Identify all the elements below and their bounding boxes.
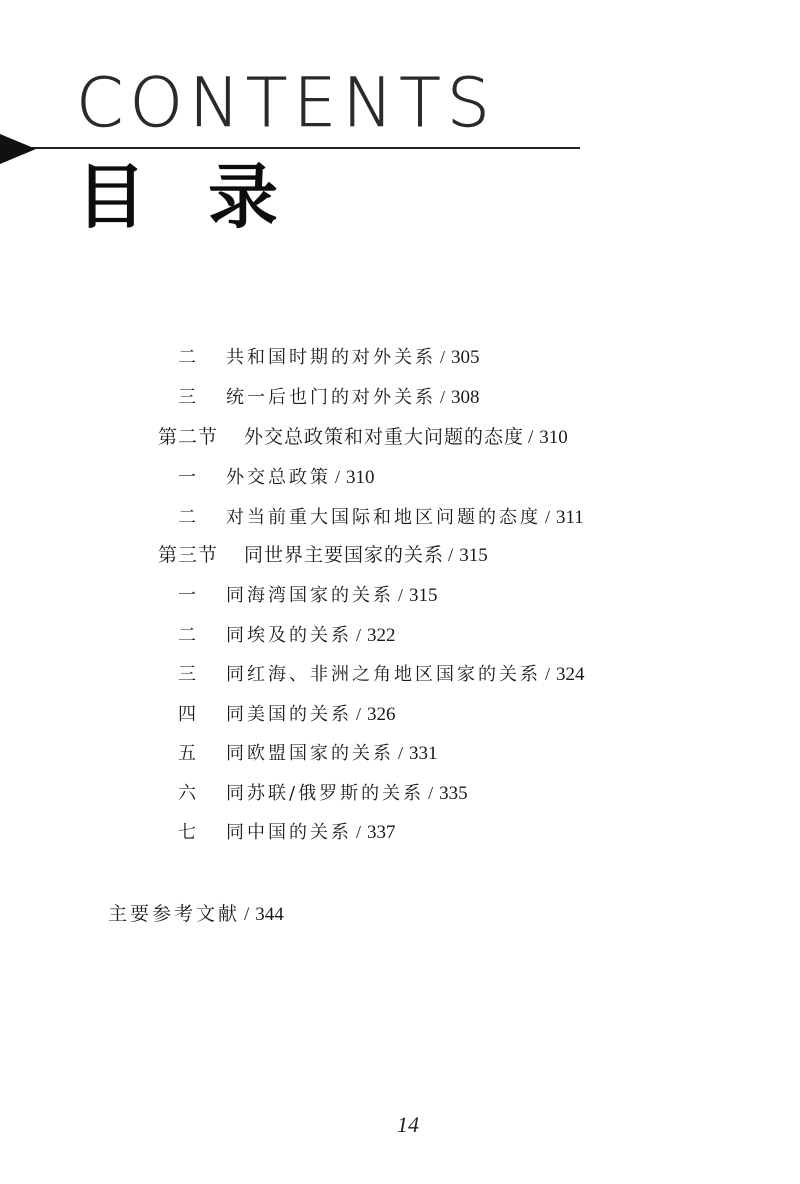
- toc-separator: /: [545, 507, 551, 527]
- toc-entry[interactable]: [178, 741, 438, 766]
- toc-entry-number: 七: [178, 822, 199, 843]
- toc-entry-number: 五: [178, 743, 199, 764]
- toc-entry-page: 311: [556, 507, 584, 528]
- toc-entry[interactable]: [178, 505, 584, 530]
- toc-section-page: 315: [459, 545, 488, 566]
- contents-heading-en: CONTENTS: [76, 64, 496, 143]
- toc-entry[interactable]: [178, 820, 396, 845]
- toc-entry[interactable]: [178, 702, 396, 727]
- toc-entry[interactable]: [178, 623, 396, 648]
- toc-entry-title: 同美国的关系: [226, 704, 352, 725]
- toc-separator: /: [448, 545, 454, 566]
- toc-entry-page: 315: [409, 585, 438, 606]
- contents-heading-zh: 目录: [76, 156, 340, 238]
- toc-separator: /: [335, 467, 341, 487]
- toc-entry-page: 324: [556, 664, 585, 685]
- toc-entry-number: 三: [178, 387, 199, 408]
- toc-entry-title: 同红海、非洲之角地区国家的关系: [226, 664, 541, 685]
- toc-separator: /: [244, 904, 250, 925]
- toc-entry[interactable]: [178, 781, 468, 806]
- toc-entry-number: 六: [178, 783, 199, 804]
- toc-section-label: 第二节: [158, 426, 219, 448]
- toc-entry-page: 322: [367, 625, 396, 646]
- toc-separator: /: [356, 822, 362, 842]
- toc-separator: /: [440, 347, 446, 367]
- toc-references[interactable]: [108, 902, 284, 927]
- toc-section[interactable]: [158, 543, 488, 568]
- toc-entry-page: 308: [451, 387, 480, 408]
- toc-separator: /: [440, 387, 446, 407]
- arrow-marker-icon: [0, 134, 36, 164]
- references-page: 344: [255, 904, 284, 925]
- toc-separator: /: [545, 664, 551, 684]
- toc-entry-title: 同欧盟国家的关系: [226, 743, 394, 764]
- toc-entry-title: 同埃及的关系: [226, 625, 352, 646]
- toc-entry-number: 一: [178, 585, 199, 606]
- toc-entry-page: 326: [367, 704, 396, 725]
- toc-entry[interactable]: [178, 385, 480, 410]
- toc-entry[interactable]: [178, 345, 480, 370]
- toc-entry-page: 335: [439, 783, 468, 804]
- toc-entry-title: 同苏联/俄罗斯的关系: [226, 783, 425, 804]
- toc-entry-number: 二: [178, 347, 199, 368]
- toc-entry-number: 二: [178, 625, 199, 646]
- toc-entry-page: 331: [409, 743, 438, 764]
- toc-entry[interactable]: [178, 465, 375, 490]
- toc-entry-number: 三: [178, 664, 199, 685]
- toc-entry[interactable]: [178, 662, 585, 687]
- toc-entry-page: 305: [451, 347, 480, 368]
- toc-separator: /: [356, 704, 362, 724]
- toc-separator: /: [528, 427, 534, 448]
- toc-separator: /: [428, 783, 434, 803]
- toc-entry[interactable]: [178, 583, 438, 608]
- toc-entry-title: 外交总政策: [226, 467, 331, 488]
- toc-entry-number: 四: [178, 704, 199, 725]
- toc-entry-title: 同海湾国家的关系: [226, 585, 394, 606]
- toc-entry-page: 337: [367, 822, 396, 843]
- toc-entry-title: 统一后也门的对外关系: [226, 387, 436, 408]
- references-title: 主要参考文献: [108, 903, 241, 925]
- toc-entry-number: 二: [178, 507, 199, 528]
- toc-section-label: 第三节: [158, 544, 219, 566]
- toc-entry-page: 310: [346, 467, 375, 488]
- toc-separator: /: [398, 743, 404, 763]
- toc-separator: /: [356, 625, 362, 645]
- toc-entry-title: 对当前重大国际和地区问题的态度: [226, 507, 541, 528]
- toc-separator: /: [398, 585, 404, 605]
- toc-section-page: 310: [539, 427, 568, 448]
- toc-section-title: 外交总政策和对重大问题的态度: [244, 426, 525, 448]
- toc-section-title: 同世界主要国家的关系: [244, 544, 445, 566]
- toc-entry-number: 一: [178, 467, 199, 488]
- toc-entry-title: 同中国的关系: [226, 822, 352, 843]
- page-number: 14: [397, 1112, 419, 1137]
- toc-section[interactable]: [158, 425, 568, 450]
- header-divider: [0, 147, 580, 149]
- toc-entry-title: 共和国时期的对外关系: [226, 347, 436, 368]
